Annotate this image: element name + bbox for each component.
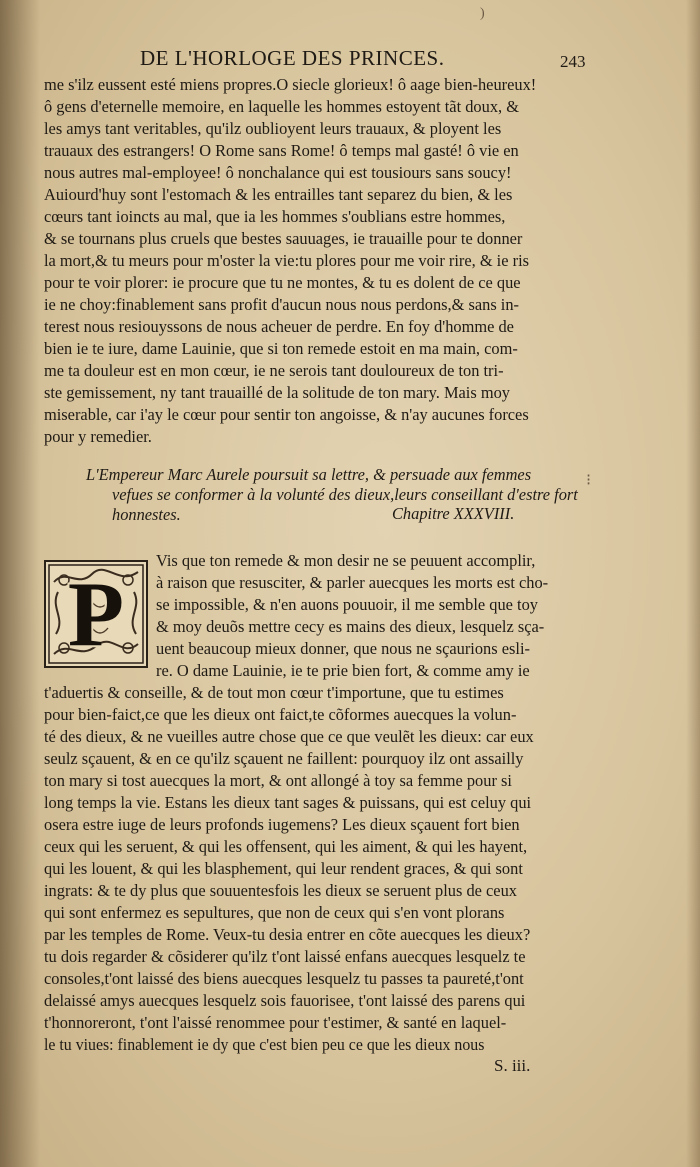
text-line: qui sont enfermez es sepultures, que non de ceux qui s'en vont plorans — [44, 903, 505, 922]
text-line: tu dois regarder & cõsiderer qu'ilz t'ont laissé enfans auecques lesquelz te — [44, 947, 526, 966]
text-line: t'honnoreront, t'ont l'aissé renommee pour t'estimer, & santé en laquel- — [44, 1013, 507, 1032]
running-header: DE L'HORLOGE DES PRINCES. — [140, 46, 445, 70]
text-line: pour te voir plorer: ie procure que tu ne montes, & tu es dolent de ce que — [44, 273, 521, 292]
text-line: consoles,t'ont laissé des biens auecques lesquelz tu passes ta paureté,t'ont — [44, 969, 524, 988]
text-line: ceux qui les seruent, & qui les offensent, qui les aiment, & qui les hayent, — [44, 837, 528, 856]
text-line: me s'ilz eussent esté miens propres.O siecle glorieux! ô aage bien-heureux! — [44, 75, 537, 94]
text-line: Vis que ton remede & mon desir ne se peuuent accomplir, — [156, 551, 536, 570]
text-line: t'aduertis & conseille, & de tout mon cœur t'importune, que tu estimes — [44, 683, 504, 702]
margin-mark: ⁝ — [586, 472, 592, 489]
text-line: nous autres mal-employee! ô nonchalance qui est tousiours sans soucy! — [44, 163, 512, 182]
text-line: la mort,& tu meurs pour m'oster la vie:tu plores pour me voir rire, & ie ris — [44, 251, 530, 270]
text-line: Auiourd'huy sont l'estomach & les entrailles tant separez du bien, & les — [44, 185, 513, 204]
text-line: ô gens d'eternelle memoire, en laquelle les hommes estoyent tãt doux, & — [44, 97, 519, 116]
text-line: ie ne choy:finablement sans profit d'aucun nous nous perdons,& sans in- — [44, 295, 520, 314]
signature-mark: S. iii. — [494, 1056, 531, 1075]
text-line: pour bien-faict,ce que les dieux ont faict,te cõformes auecques la volun- — [44, 705, 517, 724]
text-line: les amys tant veritables, qu'ilz oublioyent leurs trauaux, & ployent les — [44, 119, 502, 138]
chapter-summary-line: honnestes. — [112, 505, 181, 524]
text-line: re. O dame Lauinie, ie te prie bien fort, & comme amy ie — [156, 661, 530, 680]
chapter-label: Chapitre XXXVIII. — [392, 504, 515, 523]
text-line: ingrats: & te dy plus que souuentesfois les dieux se seruent plus de ceux — [44, 881, 517, 900]
text-line: ste gemissement, ny tant trauaillé de la solitude de ton mary. Mais moy — [44, 383, 510, 402]
text-line: & se tournans plus cruels que bestes sauuages, ie trauaille pour te donner — [44, 229, 523, 248]
text-line: osera estre iuge de leurs profonds iugemens? Les dieux sçauent fort bien — [44, 815, 520, 834]
page-number: 243 — [560, 52, 586, 71]
text-line: ton mary si tost auecques la mort, & ont allongé à toy sa femme pour si — [44, 771, 512, 790]
text-line: miserable, car i'ay le cœur pour sentir ton angoisse, & n'ay aucunes forces — [44, 405, 529, 424]
text-line: trauaux des estrangers! O Rome sans Rome! ô temps mal gasté! ô vie en — [44, 141, 519, 160]
chapter-summary-line: L'Empereur Marc Aurele poursuit sa lettre, & persuade aux femmes — [86, 465, 532, 484]
text-line: par les temples de Rome. Veux-tu desia entrer en cõte auecques les dieux? — [44, 925, 531, 944]
text-line: cœurs tant ioincts au mal, que ia les hommes s'oublians estre hommes, — [44, 207, 506, 226]
gutter-shadow — [0, 0, 40, 1167]
drop-cap — [44, 560, 148, 668]
text-line: terest nous resiouyssons de nous acheuer de perdre. En foy d'homme de — [44, 317, 514, 336]
chapter-summary-line: vefues se conformer à la volunté des dieux,leurs conseillant d'estre fort — [112, 485, 578, 504]
text-line: qui les louent, & qui les blasphement, qui leur rendent graces, & qui sont — [44, 859, 523, 878]
text-line: me ta douleur est en mon cœur, ie ne serois tant douloureux de ton tri- — [44, 361, 504, 380]
text-line: delaissé amys auecques lesquelz sois fauorisee, t'ont laissé des parens qui — [44, 991, 526, 1010]
text-line: pour y remedier. — [44, 427, 152, 446]
top-mark: ) — [480, 6, 485, 21]
text-line: long temps la vie. Estans les dieux tant sages & puissans, qui est celuy qui — [44, 793, 532, 812]
text-line: à raison que resusciter, & parler auecques les morts est cho- — [156, 573, 549, 592]
text-line: se impossible, & n'en auons pouuoir, il me semble que toy — [156, 595, 538, 614]
text-line: uent beaucoup mieux donner, que nous ne sçaurions esli- — [156, 639, 530, 658]
text-line: té des dieux, & ne vueilles autre chose que ce que veulẽt les dieux: car eux — [44, 727, 534, 746]
text-line: seulz sçauent, & en ce qu'ilz sçauent ne faillent: pourquoy ilz ont assailly — [44, 749, 524, 768]
page-edge — [686, 0, 700, 1167]
text-line: & moy deuõs mettre cecy es mains des dieux, lesquelz sça- — [156, 617, 545, 636]
text-line: bien ie te iure, dame Lauinie, que si ton remede estoit en ma main, com- — [44, 339, 518, 358]
text-line: le tu viues: finablement ie dy que c'est bien peu ce que les dieux nous — [44, 1035, 485, 1054]
drop-cap-letter: P — [67, 563, 125, 665]
